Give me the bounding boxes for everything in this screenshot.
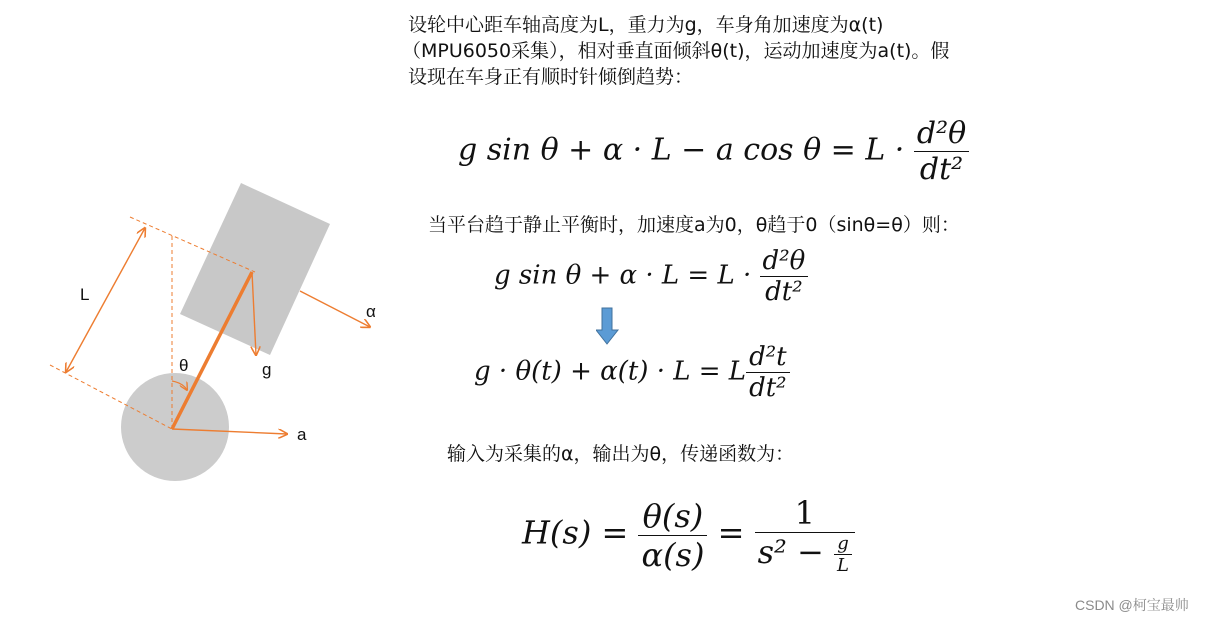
equation-4-frac1-numerator: θ(s) [638, 497, 707, 536]
length-arrow [66, 228, 145, 372]
equation-3-denominator: dt² [749, 373, 787, 403]
equilibrium-condition: 当平台趋于静止平衡时，加速度a为0，θ趋于0（sinθ=θ）则： [428, 214, 960, 236]
equation-1-lhs: g sin θ + α · L − a cos θ = L · [458, 132, 905, 168]
equation-2-numerator: d²θ [760, 246, 809, 277]
equation-4-inner-numerator: g [834, 533, 852, 555]
label-theta: θ [179, 356, 189, 375]
equation-1-denominator: dt² [919, 152, 964, 187]
equation-4-lhs: H(s) = [522, 513, 629, 552]
intro-line-1: 设轮中心距车轴高度为L，重力为g，车身角加速度为α(t) [408, 14, 884, 36]
equation-4-frac2-denominator-base: s² − [757, 533, 824, 571]
label-L: L [80, 285, 90, 304]
equation-3-numerator: d²t [746, 342, 790, 373]
equation-2-denominator: dt² [765, 277, 803, 307]
equation-1-numerator: d²θ [914, 116, 969, 152]
down-arrow-icon [596, 306, 620, 346]
label-a: a [297, 425, 307, 444]
transfer-function-equation [522, 494, 855, 576]
equation-1 [458, 116, 969, 187]
equation-4-frac2-numerator: 1 [755, 494, 855, 533]
wheel [121, 373, 229, 481]
equation-4-inner-denominator: L [837, 555, 849, 576]
equation-3-lhs: g · θ(t) + α(t) · L = L [474, 356, 747, 387]
transfer-function-intro: 输入为采集的α，输出为θ，传递函数为： [447, 443, 795, 465]
intro-line-3: 设现在车身正有顺时针倾倒趋势： [408, 66, 694, 88]
equation-4-frac1-denominator: α(s) [641, 535, 705, 574]
equation-2 [494, 246, 808, 307]
label-g: g [262, 360, 272, 379]
label-alpha: α [366, 302, 376, 321]
equation-2-lhs: g sin θ + α · L = L · [494, 260, 752, 291]
equation-4-equals: = [717, 513, 745, 552]
balance-diagram [0, 0, 420, 621]
intro-line-2: （MPU6050采集），相对垂直面倾斜θ(t)，运动加速度为a(t)。假 [402, 40, 950, 62]
watermark: CSDN @柯宝最帅 [1075, 597, 1189, 613]
angular-acceleration-vector [300, 291, 370, 327]
equation-3 [474, 342, 790, 403]
